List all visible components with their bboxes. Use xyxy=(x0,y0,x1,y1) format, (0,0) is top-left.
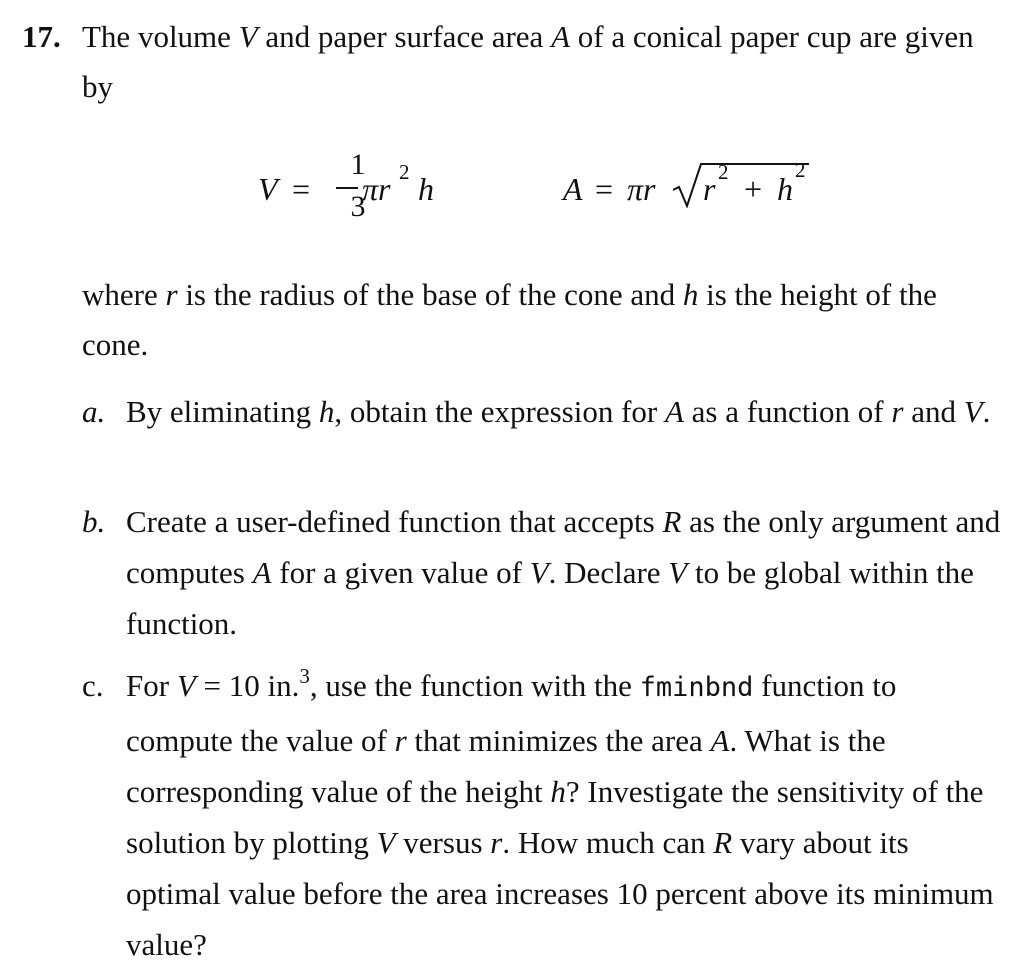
part-a xyxy=(82,386,1002,496)
fminbnd-code: fminbnd xyxy=(639,672,754,703)
part-b-label: b. xyxy=(82,504,106,539)
part-c-label: c. xyxy=(82,668,104,703)
part-c-text: For V = 10 in.$^3$, use the function with the fminbnd function to compute the value of r that minimizes the area A. What is the corresponding value of the height h? Investigate the sensitivity of the solution by plotting V versus r. How much can R vary about its optimal value before the area increases 10 percent above its minimum value? xyxy=(126,664,994,962)
textbook-page: 17. The volume V and paper surface area A of a conical paper cup are given by V = 1 3 πr 2 h A = πr r 2 + h 2 where r is the radius of the base of the cone and h is the height of the cone. a. By eliminating h, obtain the expression for A as a function of r and V. b. Create a user-defined function that accepts R as the only argument and computes A for a given value of V. Declare V to be global within the function. c. For V = 10 in.$^3$, use the function with the fminbnd function to compute the value of r that minimizes the area A. What is the corresponding value of the height h? Investigate the sensitivity of the solution by plotting V versus r. How much can R vary about its optimal value before the area increases 10 percent above its minimum value? xyxy=(0,0,1024,973)
part-a-text: By eliminating h, obtain the expression for A as a function of r and V. xyxy=(126,394,991,429)
part-c xyxy=(82,660,1002,970)
where-clause: where r is the radius of the base of the cone and h is the height of the cone. xyxy=(82,277,937,362)
part-b xyxy=(82,496,1002,656)
problem-number: 17. xyxy=(22,19,61,54)
part-a-label: a. xyxy=(82,394,106,429)
problem-stem: The volume V and paper surface area A of a conical paper cup are given by xyxy=(82,19,974,104)
part-b-text: Create a user-defined function that accepts R as the only argument and computes A for a given value of V. Declare V to be global within the function. xyxy=(126,504,1001,641)
